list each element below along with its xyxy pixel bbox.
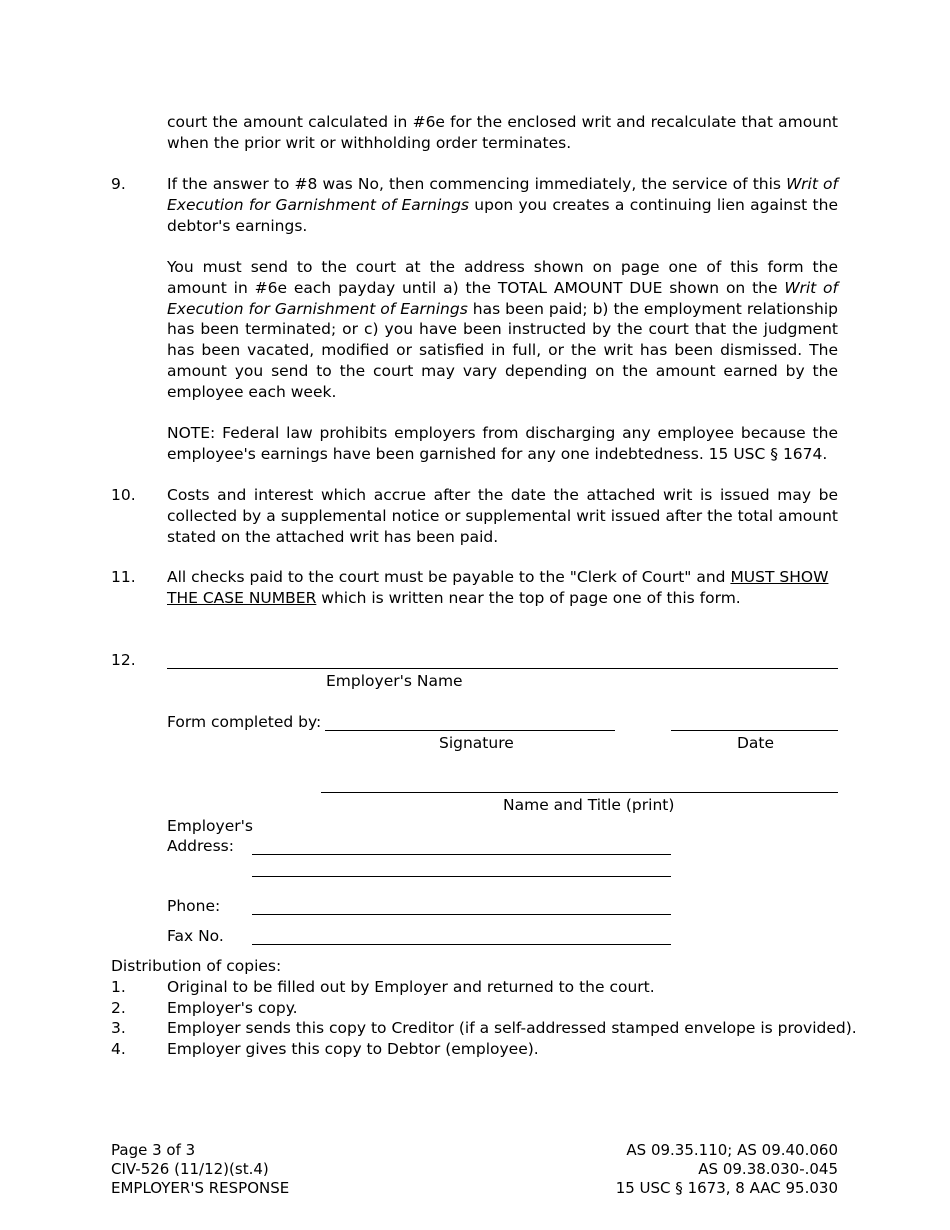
- distribution-item-text: Employer sends this copy to Creditor (if a self-addressed stamped envelope is provided).: [167, 1019, 857, 1037]
- employer-name-line[interactable]: [167, 668, 838, 669]
- address-line-1[interactable]: [252, 854, 671, 855]
- footer-statute-2: AS 09.38.030-.045: [698, 1160, 838, 1178]
- item-10-number: 10.: [111, 486, 136, 504]
- footer-statute-3: 15 USC § 1673, 8 AAC 95.030: [615, 1179, 838, 1197]
- fax-label: Fax No.: [167, 927, 224, 945]
- item-12-number: 12.: [111, 651, 136, 669]
- distribution-heading: Distribution of copies:: [111, 957, 282, 975]
- signature-line[interactable]: [325, 730, 615, 731]
- employer-name-label: Employer's Name: [326, 672, 463, 690]
- date-label: Date: [737, 734, 775, 752]
- employers-address-label-line2: Address:: [167, 837, 234, 855]
- form-completed-by-label: Form completed by:: [167, 713, 322, 731]
- footer-page-number: Page 3 of 3: [111, 1141, 196, 1159]
- employers-address-label-line1: Employer's: [167, 817, 253, 835]
- item-9-number: 9.: [111, 175, 126, 193]
- fax-line[interactable]: [252, 944, 671, 945]
- address-line-2[interactable]: [252, 876, 671, 877]
- distribution-item-number: 4.: [111, 1040, 126, 1058]
- date-line[interactable]: [671, 730, 838, 731]
- phone-line[interactable]: [252, 914, 671, 915]
- distribution-item-text: Original to be filled out by Employer and returned to the court.: [167, 978, 655, 996]
- distribution-item-text: Employer's copy.: [167, 999, 298, 1017]
- phone-label: Phone:: [167, 897, 221, 915]
- distribution-item-number: 3.: [111, 1019, 126, 1037]
- item-11-paragraph: All checks paid to the court must be payable to the "Clerk of Court" and MUST SHOW THE CASE NUMBER which is written near the top of page one of this form.: [167, 568, 829, 607]
- footer-form-number: CIV-526 (11/12)(st.4): [111, 1160, 269, 1178]
- name-title-label: Name and Title (print): [503, 796, 675, 814]
- distribution-item-number: 1.: [111, 978, 126, 996]
- footer-form-title: EMPLOYER'S RESPONSE: [111, 1179, 290, 1197]
- item-9-paragraph-2: You must send to the court at the address shown on page one of this form the amount in #6e each payday until a) the TOTAL AMOUNT DUE shown on the Writ of Execution for Garnishment of Earnings has been paid; b) the employment relationship has been terminated; or c) you have been instructed by the court that the judgment has been vacated, modified or satisfied in full, or the writ has been dismissed. The amount you send to the court may vary depending on the amount earned by the employee each week.: [167, 258, 838, 401]
- footer-statute-1: AS 09.35.110; AS 09.40.060: [626, 1141, 838, 1159]
- item-11-number: 11.: [111, 568, 136, 586]
- item-9-note: NOTE: Federal law prohibits employers from discharging any employee because the employee's earnings have been garnished for any one indebtedness. 15 USC § 1674.: [167, 424, 838, 463]
- item-10-paragraph: Costs and interest which accrue after the date the attached writ is issued may be collected by a supplemental notice or supplemental writ issued after the total amount stated on the attached writ has been paid.: [167, 486, 838, 546]
- item-9-paragraph-1: If the answer to #8 was No, then commencing immediately, the service of this Writ of Execution for Garnishment of Earnings upon you creates a continuing lien against the debtor's earnings.: [167, 175, 838, 235]
- name-title-line[interactable]: [321, 792, 838, 793]
- distribution-item-text: Employer gives this copy to Debtor (employee).: [167, 1040, 539, 1058]
- continuation-paragraph: court the amount calculated in #6e for the enclosed writ and recalculate that amount when the prior writ or withholding order terminates.: [167, 113, 838, 152]
- distribution-item-number: 2.: [111, 999, 126, 1017]
- signature-label: Signature: [439, 734, 514, 752]
